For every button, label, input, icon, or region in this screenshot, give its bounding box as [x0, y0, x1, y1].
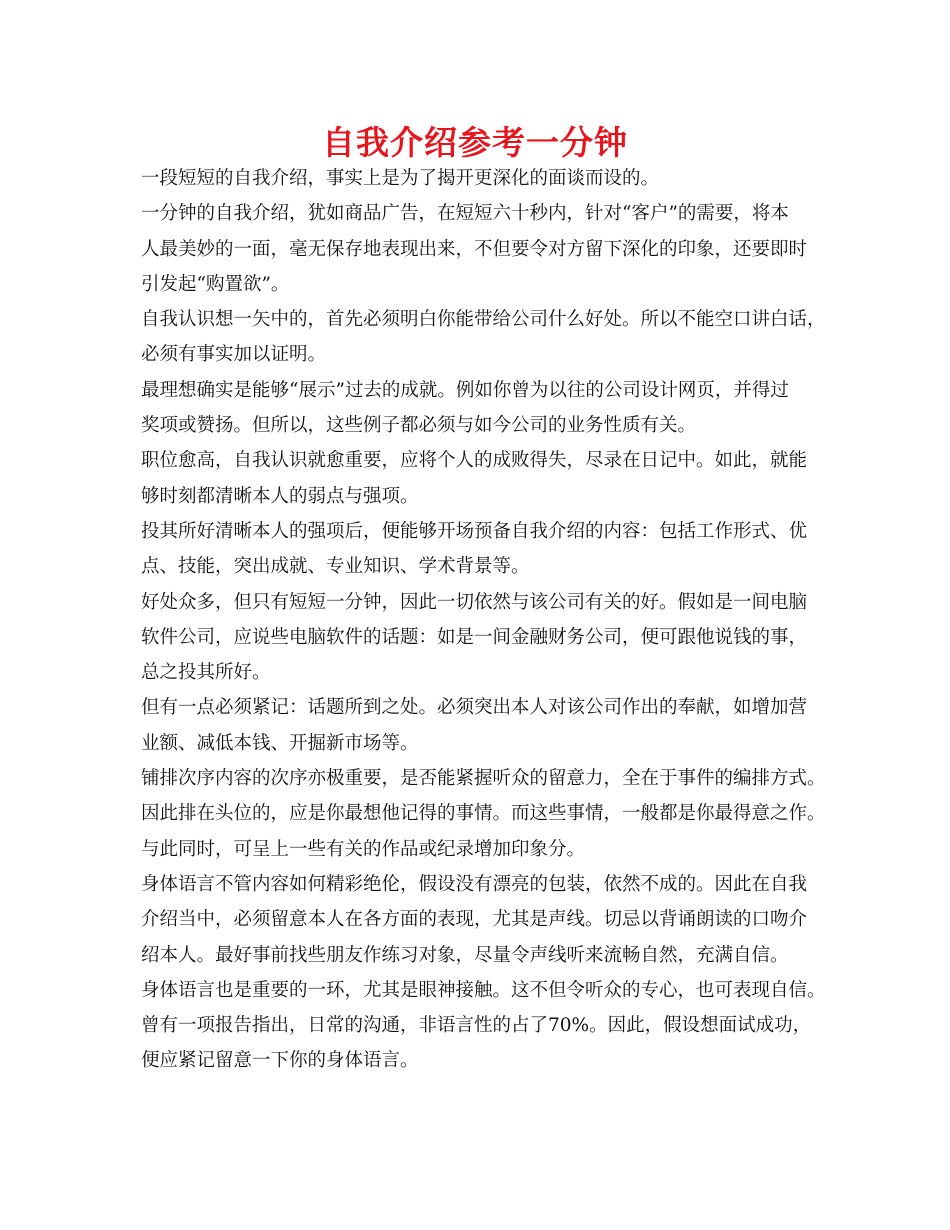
document-title: 自我介绍参考一分钟: [322, 123, 628, 162]
text-line: 必须有事实加以证明。: [141, 344, 327, 366]
text-line: 最理想确实是能够“展示”过去的成就。例如你曾为以往的公司设计网页，并得过: [141, 379, 789, 401]
text-line: 但有一点必须紧记：话题所到之处。必须突出本人对该公司作出的奉献，如增加营: [141, 697, 808, 719]
text-line: 与此同时，可呈上一些有关的作品或纪录增加印象分。: [141, 838, 586, 860]
text-line: 人最美妙的一面，毫无保存地表现出来，不但要令对方留下深化的印象，还要即时: [141, 238, 808, 260]
text-line: 点、技能，突出成就、专业知识、学术背景等。: [141, 556, 530, 578]
text-line: 身体语言也是重要的一环，尤其是眼神接触。这不但令听众的专心，也可表现自信。: [141, 979, 826, 1001]
text-line: 介绍当中，必须留意本人在各方面的表现，尤其是声线。切忌以背诵朗读的口吻介: [141, 909, 808, 931]
text-line: 总之投其所好。: [141, 662, 271, 684]
text-line: 职位愈高，自我认识就愈重要，应将个人的成败得失，尽录在日记中。如此，就能: [141, 450, 808, 472]
text-line: 便应紧记留意一下你的身体语言。: [141, 1050, 419, 1072]
text-line: 绍本人。最好事前找些朋友作练习对象，尽量令声线听来流畅自然，充满自信。: [141, 944, 789, 966]
text-line: 一段短短的自我介绍，事实上是为了揭开更深化的面谈而设的。: [141, 168, 660, 189]
text-line: 因此排在头位的，应是你最想他记得的事情。而这些事情，一般都是你最得意之作。: [141, 803, 826, 825]
text-line: 铺排次序内容的次序亦极重要，是否能紧握听众的留意力，全在于事件的编排方式。: [141, 768, 826, 790]
text-line: 好处众多，但只有短短一分钟，因此一切依然与该公司有关的好。假如是一间电脑: [141, 591, 808, 613]
text-line: 够时刻都清晰本人的弱点与强项。: [141, 485, 419, 507]
text-line: 软件公司，应说些电脑软件的话题：如是一间金融财务公司，便可跟他说钱的事，: [141, 626, 808, 648]
document-body: [141, 161, 831, 1079]
text-line: 自我认识想一矢中的，首先必须明白你能带给公司什么好处。所以不能空口讲白话，: [141, 309, 826, 331]
text-line: 身体语言不管内容如何精彩绝伦，假设没有漂亮的包装，依然不成的。因此在自我: [141, 873, 808, 895]
text-line: 奖项或赞扬。但所以，这些例子都必须与如今公司的业务性质有关。: [141, 415, 697, 437]
text-line: 投其所好清晰本人的强项后，便能够开场预备自我介绍的内容：包括工作形式、优: [141, 520, 808, 542]
text-line: 曾有一项报告指出，日常的沟通，非语言性的占了70%。因此，假设想面试成功，: [141, 1015, 812, 1037]
text-line: 一分钟的自我介绍，犹如商品广告，在短短六十秒内，针对“客户”的需要，将本: [141, 203, 789, 225]
text-line: 引发起“购置欲”。: [141, 273, 290, 295]
text-line: 业额、减低本钱、开掘新市场等。: [141, 732, 419, 754]
